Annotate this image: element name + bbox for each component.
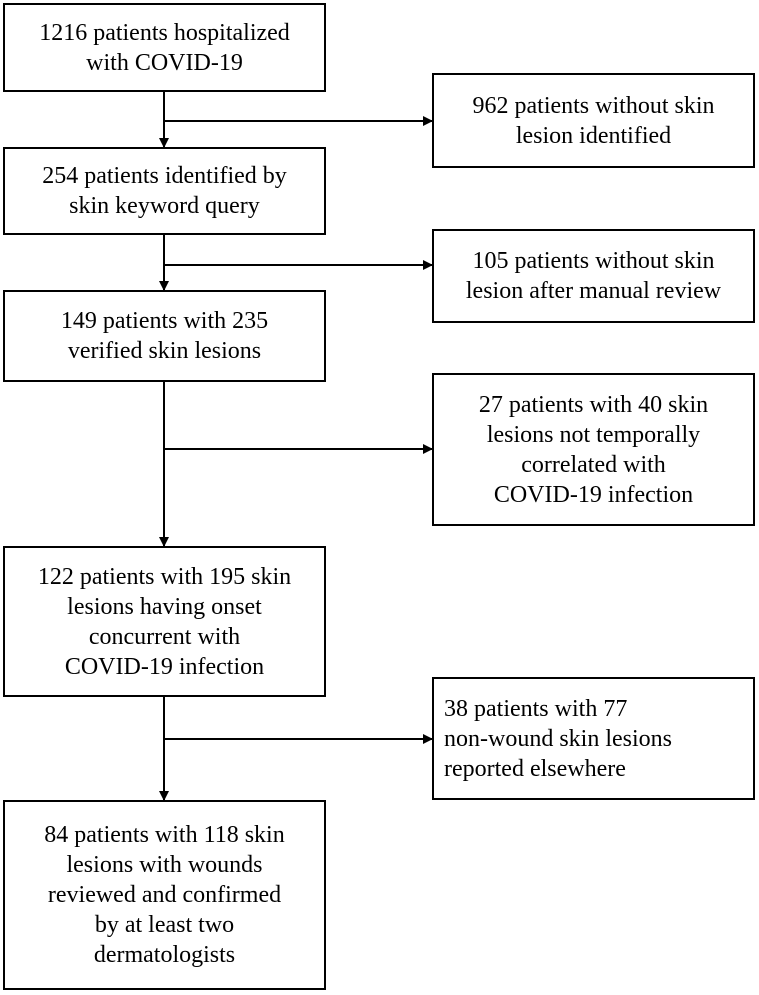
box-concurrent xyxy=(3,546,326,697)
box-non-wound xyxy=(432,677,755,800)
box-no-lesion xyxy=(432,73,755,168)
box-line: lesions having onset xyxy=(67,593,262,620)
box-line: by at least two xyxy=(94,912,235,938)
box-line: 122 patients with 195 skin xyxy=(37,563,292,590)
box-line: 149 patients with 235 xyxy=(60,308,269,334)
box-line: 962 patients without skin xyxy=(472,92,715,119)
box-line: dermatologists xyxy=(93,942,236,968)
box-final xyxy=(3,800,326,990)
box-line: 84 patients with 118 skin xyxy=(44,822,285,848)
box-line: COVID-19 infection xyxy=(64,653,265,680)
box-line: lesions not temporally xyxy=(486,421,701,448)
box-line: 27 patients with 40 skin xyxy=(478,391,709,418)
box-verified xyxy=(3,290,326,382)
box-hospitalized xyxy=(3,3,326,92)
box-line: lesions with wounds xyxy=(66,852,263,878)
box-line: reported elsewhere xyxy=(444,755,626,782)
box-line: COVID-19 infection xyxy=(493,481,694,508)
box-line: concurrent with xyxy=(88,623,241,650)
box-not-correlated xyxy=(432,373,755,526)
box-line: verified skin lesions xyxy=(67,338,262,364)
box-line: with COVID-19 xyxy=(86,49,243,76)
box-line: lesion identified xyxy=(515,122,672,149)
box-line: 38 patients with 77 xyxy=(444,695,628,722)
box-line: lesion after manual review xyxy=(465,278,722,304)
box-keyword-query xyxy=(3,147,326,235)
box-line: 254 patients identified by xyxy=(42,163,287,189)
box-line: non-wound skin lesions xyxy=(444,725,672,752)
box-line: reviewed and confirmed xyxy=(47,882,282,908)
box-manual-review xyxy=(432,229,755,323)
box-line: correlated with xyxy=(521,451,666,478)
box-line: 105 patients without skin xyxy=(472,248,715,274)
box-line: 1216 patients hospitalized xyxy=(39,19,290,46)
box-line: skin keyword query xyxy=(69,193,260,219)
